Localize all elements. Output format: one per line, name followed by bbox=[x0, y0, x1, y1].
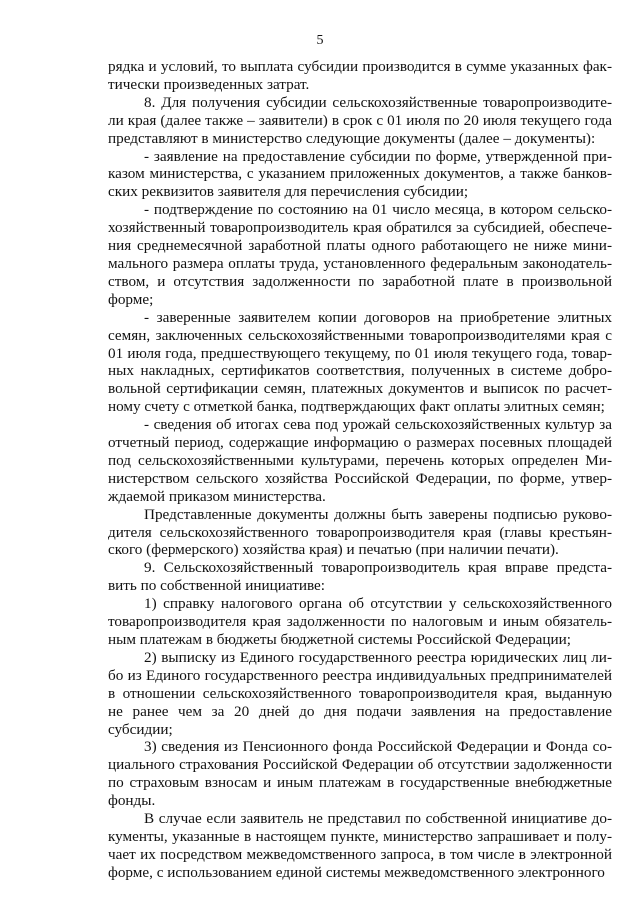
paragraph: 8. Для получения субсидии сельскохозяйственные товаропроизводители края (далее также – заявители) в срок с 01 июля по 20 июля текущего года представляют в министерство следующие документы (далее – документы): bbox=[108, 93, 612, 147]
paragraph: 9. Сельскохозяйственный товаропроизводитель края вправе представить по собственной инициативе: bbox=[108, 559, 612, 595]
paragraph: 2) выписку из Единого государственного реестра юридических лиц либо из Единого государственного реестра индивидуальных предпринимателей в отношении сельскохозяйственного товаропроизводителя края, выданную не ранее чем за 20 дней до дня подачи заявления на предоставление субсидии; bbox=[108, 648, 612, 738]
paragraph: В случае если заявитель не представил по собственной инициативе документы, указанные в настоящем пункте, министерство запрашивает и получает их посредством межведомственного запроса, в том числе в электронной форме, с использованием единой системы межведомственного электронного bbox=[108, 810, 612, 881]
paragraph: - заявление на предоставление субсидии по форме, утвержденной приказом министерства, с указанием приложенных документов, а также банковских реквизитов заявителя для перечисления субсидии; bbox=[108, 147, 612, 201]
paragraph: рядка и условий, то выплата субсидии производится в сумме указанных фактически произведенных затрат. bbox=[108, 58, 612, 93]
paragraph: 3) сведения из Пенсионного фонда Российской Федерации и Фонда социального страхования Российской Федерации об отсутствии задолженности по страховым взносам и иным платежам в государственные внебюджетные фонды. bbox=[108, 738, 612, 810]
document-body bbox=[108, 58, 612, 882]
paragraph: - заверенные заявителем копии договоров на приобретение элитных семян, заключенных сельскохозяйственными товаропроизводителями края с 01 июля года, предшествующего текущему, по 01 июля текущего года, товарных накладных, сертификатов соответствия, полученных в системе добровольной сертификации семян, платежных документов и выписок по расчетному счету с отметкой банка, подтверждающих факт оплаты элитных семян; bbox=[108, 308, 612, 416]
paragraph: Представленные документы должны быть заверены подписью руководителя сельскохозяйственного товаропроизводителя края (главы крестьянского (фермерского) хозяйства края) и печатью (при наличии печати). bbox=[108, 505, 612, 559]
page-number: 5 bbox=[316, 33, 324, 48]
paragraph: 1) справку налогового органа об отсутствии у сельскохозяйственного товаропроизводителя края задолженности по налоговым и иным обязательным платежам в бюджеты бюджетной системы Российской Федерации; bbox=[108, 595, 612, 648]
paragraph: - подтверждение по состоянию на 01 число месяца, в котором сельскохозяйственный товаропроизводитель края обратился за субсидией, обеспечения среднемесячной заработной платы одного работающего не ниже минимального размера оплаты труда, установленного федеральным законодательством, и отсутствия задолженности по заработной плате в произвольной форме; bbox=[108, 201, 612, 308]
paragraph: - сведения об итогах сева под урожай сельскохозяйственных культур за отчетный период, содержащие информацию о размерах посевных площадей под сельскохозяйственными культурами, перечень которых определен Министерством сельского хозяйства Российской Федерации, по форме, утверждаемой приказом министерства. bbox=[108, 416, 612, 505]
